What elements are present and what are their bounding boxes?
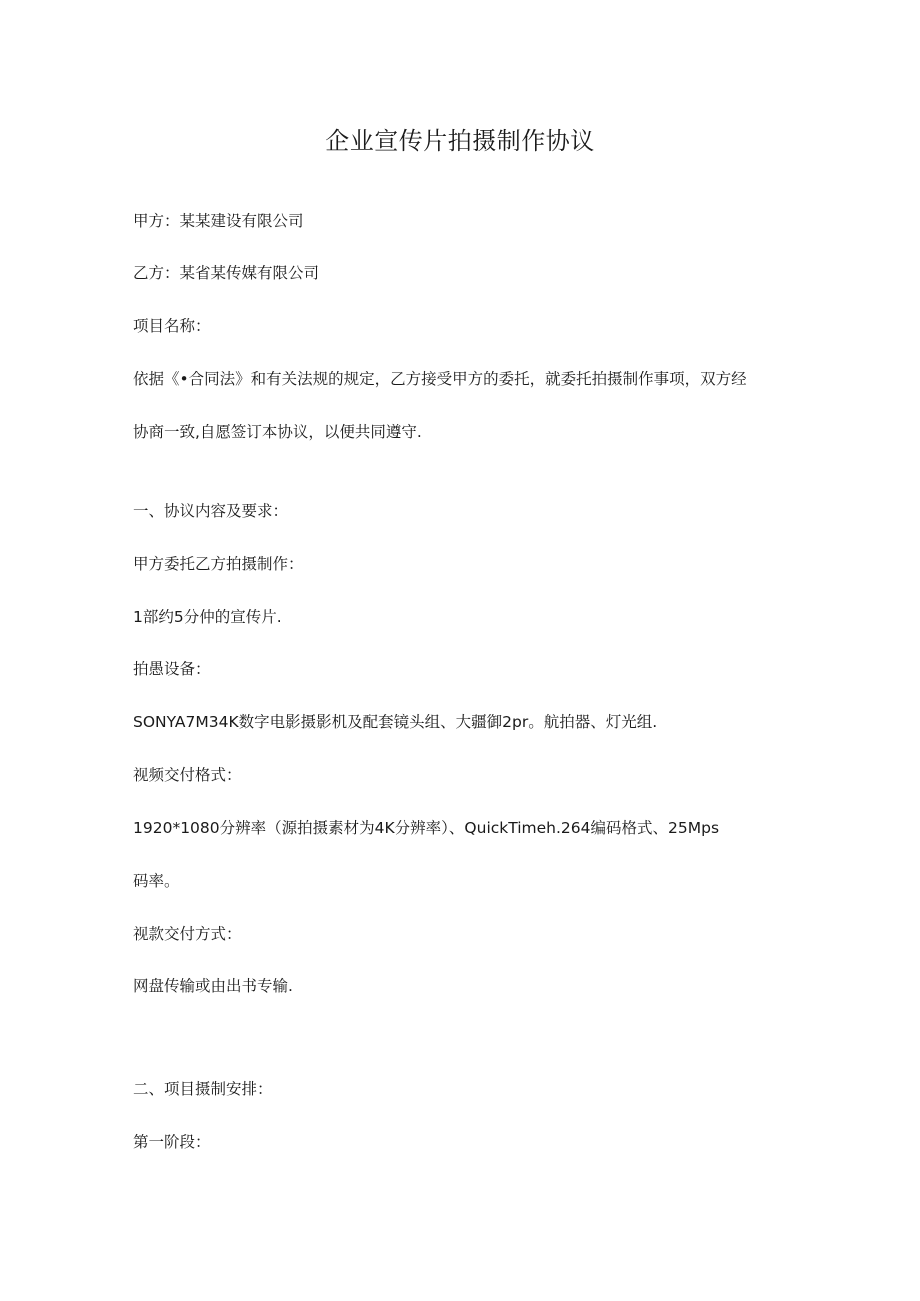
party-b-line: 乙方：某省某传媒有限公司 [133,264,320,282]
delivery-method-line: 网盘传输或由出书专输. [133,977,293,995]
video-count-line: 1部约5分仲的宣传片. [133,608,282,626]
party-a-line: 甲方：某某建设有限公司 [133,212,304,230]
delivery-format-line-1: 1920*1080分辨率（源拍摄素材为4K分辨率）、QuickTimeh.264编码格式、25Mps [133,819,720,837]
preamble-line-1: 依据《•合同法》和有关法规的规定，乙方接受甲方的委托，就委托拍摄制作事项，双方经 [133,370,747,388]
document-title: 企业宣传片拍摄制作协议 [325,127,595,155]
preamble-line-2: 协商一致,自愿签订本协议，以便共同遵守. [133,423,422,441]
commission-line: 甲方委托乙方拍摄制作： [133,555,304,573]
delivery-format-label: 视频交付格式： [133,766,242,784]
project-name-line: 项目名称： [133,317,211,335]
delivery-format-line-2: 码率。 [133,872,180,890]
equipment-line: SONYA7M34K数字电影摄影机及配套镜头组、大疆御2pr。航拍器、灯光组. [133,713,658,731]
section-2-heading: 二、项目摄制安排： [133,1080,273,1098]
section-1-heading: 一、协议内容及要求： [133,502,289,520]
equipment-label: 拍愚设备： [133,660,211,678]
delivery-method-label: 视款交付方式： [133,925,242,943]
phase-1-heading: 第一阶段： [133,1133,211,1151]
